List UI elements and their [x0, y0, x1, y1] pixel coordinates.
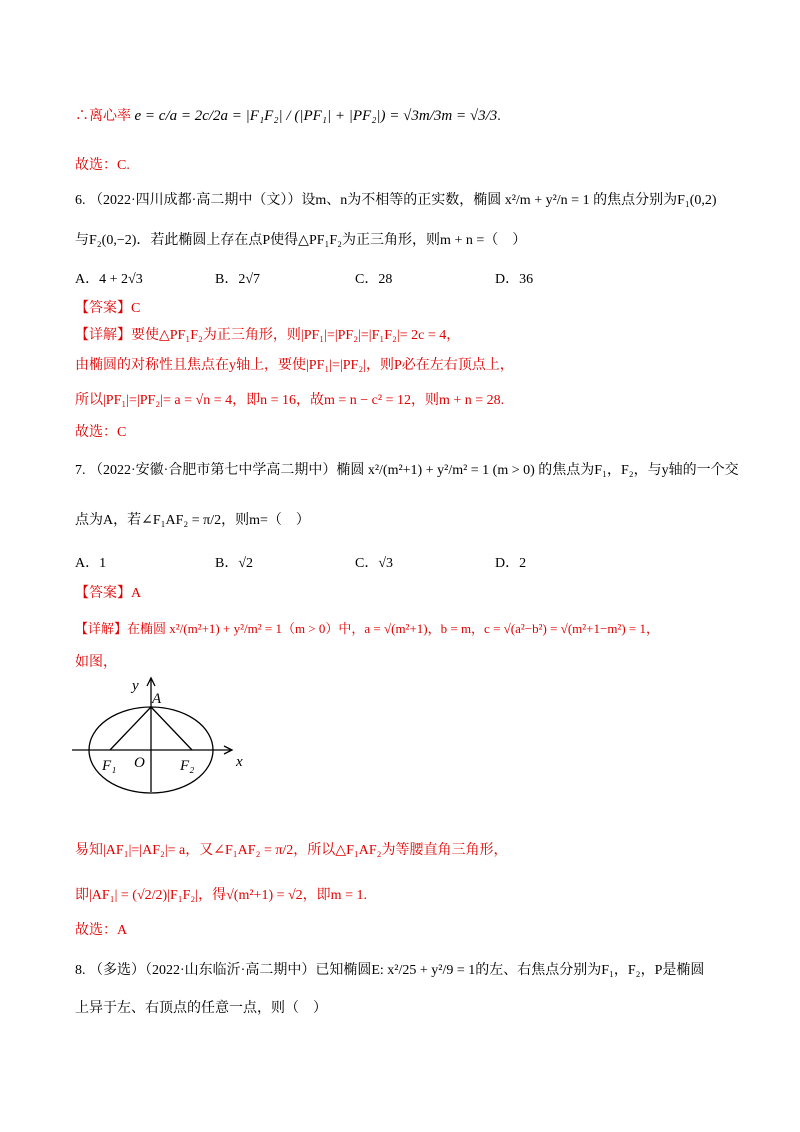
- q7-stem-line1: [75, 460, 739, 482]
- q6-detail-1: 【详解】要使△PF₁F₂为正三角形，则|PF₁|=|PF₂|=|F₁F₂|= 2c = 4，: [75, 328, 461, 343]
- q8-stem-line2: 上异于左、右顶点的任意一点，则（ ）: [75, 1001, 327, 1016]
- q6-source: （2022·四川成都·高二期中（文））: [89, 193, 302, 208]
- q6-option-a: A．4 + 2√3: [75, 272, 143, 287]
- q7-number: 7.: [75, 463, 86, 478]
- segment-af2: [151, 707, 192, 750]
- q8-source: （多选）（2022·山东临沂·高二期中）: [89, 963, 316, 978]
- q6-answer: 【答案】C: [75, 301, 141, 316]
- q6-option-b: B．2√7: [215, 272, 261, 287]
- q7-detail-4: 即|AF₁| = (√2/2)|F₁F₂|，得√(m²+1) = √2，即m = 1.: [75, 888, 367, 903]
- label-f2: F₂: [180, 758, 195, 774]
- q7-detail-2: 如图，: [75, 655, 117, 670]
- q6-stem-line1: [75, 190, 730, 212]
- q6-stem-line2: 与F₂(0,−2)．若此椭圆上存在点P使得△PF₁F₂为正三角形，则m + n =（ ）: [75, 233, 527, 248]
- q7-text1: 椭圆 x²/(m²+1) + y²/m² = 1 (m > 0) 的焦点为F₁，F₂，与y轴的一个交: [336, 463, 739, 478]
- q8-stem-line1: [75, 960, 730, 982]
- q6-option-d: D．36: [495, 272, 534, 287]
- q6-choice: 故选：C: [75, 425, 127, 440]
- q6-text1: 设m、n为不相等的正实数，椭圆 x²/m + y²/n = 1 的焦点分别为F₁(0,2): [301, 193, 717, 208]
- q8-number: 8.: [75, 963, 86, 978]
- q7-option-c: C．√3: [355, 556, 394, 571]
- q7-option-d: D．2: [495, 556, 527, 571]
- q7-stem-line2: 点为A，若∠F₁AF₂ = π/2，则m=（ ）: [75, 513, 310, 528]
- q6-number: 6.: [75, 193, 86, 208]
- label-f1: F₁: [102, 758, 117, 774]
- q7-detail-1: 【详解】在椭圆 x²/(m²+1) + y²/m² = 1（m > 0）中，a = √(m²+1)，b = m，c = √(a²−b²) = √(m²+1−m²) = 1，: [75, 621, 659, 636]
- q7-option-b: B．√2: [215, 556, 254, 571]
- q7-option-a: A．1: [75, 556, 107, 571]
- q7-detail-3: 易知|AF₁|=|AF₂|= a，又∠F₁AF₂ = π/2，所以△F₁AF₂为等腰直角三角形，: [75, 843, 508, 858]
- ecc-prefix: ∴离心率: [75, 109, 131, 124]
- q6-option-c: C．28: [355, 272, 393, 287]
- segment-af1: [110, 707, 151, 750]
- ecc-end: .: [497, 109, 501, 124]
- q7-source: （2022·安徽·合肥市第七中学高二期中）: [89, 463, 337, 478]
- q7-answer: 【答案】A: [75, 586, 142, 601]
- q8-text1: 已知椭圆E: x²/25 + y²/9 = 1的左、右焦点分别为F₁，F₂，P是椭圆: [315, 963, 705, 978]
- q7-choice: 故选：A: [75, 923, 128, 938]
- label-a: A: [152, 691, 162, 707]
- label-x: x: [236, 754, 243, 770]
- ecc-line: [75, 105, 730, 128]
- label-y: y: [132, 678, 139, 694]
- ecc-formula: e = c/a = 2c/2a = |F₁F₂| / (|PF₁| + |PF₂|) = √3m/3m = √3/3: [134, 108, 498, 124]
- top-answer-choice: 故选：C.: [75, 158, 130, 173]
- q6-detail-2: 由椭圆的对称性且焦点在y轴上，要使|PF₁|=|PF₂|，则P必在左右顶点上，: [75, 358, 514, 373]
- q6-detail-3: 所以|PF₁|=|PF₂|= a = √n = 4，即n = 16，故m = n − c² = 12，则m + n = 28.: [75, 393, 505, 408]
- ellipse-figure: [60, 670, 260, 795]
- label-o: O: [134, 755, 145, 771]
